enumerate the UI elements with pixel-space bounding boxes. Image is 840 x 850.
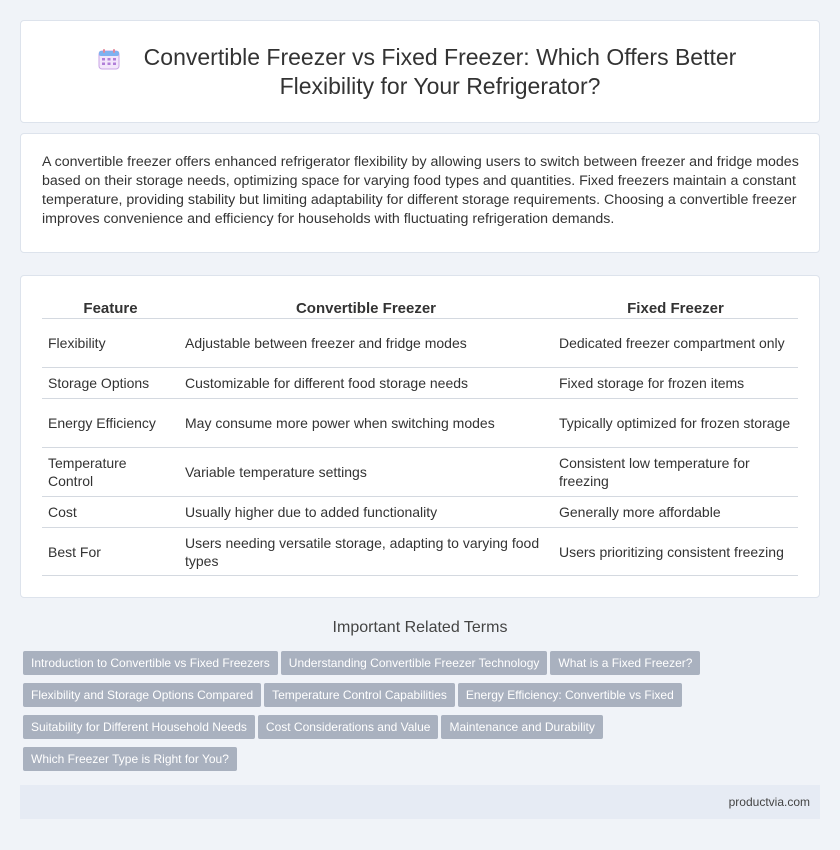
table-row (42, 367, 798, 398)
related-terms-list (23, 651, 813, 779)
table-cell: Variable temperature settings (179, 447, 553, 496)
table-cell: Fixed storage for frozen items (553, 367, 798, 398)
intro-paragraph: A convertible freezer offers enhanced refrigerator flexibility by allowing users to switch between freezer and fridge modes based on their storage needs, optimizing space for varying food types and quantities. Fixed freezers maintain a constant temperature, providing stability but limiting adaptability for different storage requirements. Choosing a convertible freezer improves convenience and efficiency for households with fluctuating refrigeration demands. (42, 154, 799, 227)
comparison-card (20, 275, 820, 598)
footer (20, 785, 820, 819)
table-row (42, 527, 798, 576)
table-cell: Customizable for different food storage needs (179, 367, 553, 398)
table-cell: Flexibility (42, 318, 179, 367)
related-term-tag[interactable]: Cost Considerations and Value (258, 715, 439, 739)
related-term-tag[interactable]: Introduction to Convertible vs Fixed Freezers (23, 651, 278, 675)
intro-card (20, 133, 820, 253)
table-cell: Users needing versatile storage, adapting to varying food types (179, 527, 553, 576)
title-card (20, 20, 820, 123)
column-header-fixed: Fixed Freezer (627, 299, 724, 317)
related-term-tag[interactable]: Suitability for Different Household Needs (23, 715, 255, 739)
footer-site-link[interactable]: productvia.com (728, 795, 810, 809)
table-cell: Cost (42, 496, 179, 527)
table-cell: Usually higher due to added functionality (179, 496, 553, 527)
page-title: Convertible Freezer vs Fixed Freezer: Which Offers Better Flexibility for Your Refrigerator? (143, 44, 737, 99)
table-cell: Users prioritizing consistent freezing (553, 527, 798, 576)
column-header-convertible: Convertible Freezer (295, 299, 437, 317)
related-term-tag[interactable]: What is a Fixed Freezer? (550, 651, 700, 675)
column-header-feature: Feature (83, 299, 138, 317)
table-cell: Dedicated freezer compartment only (553, 318, 798, 367)
table-row (42, 447, 798, 496)
table-row (42, 318, 798, 367)
table-cell: Generally more affordable (553, 496, 798, 527)
table-cell: Adjustable between freezer and fridge modes (179, 318, 553, 367)
table-cell: Best For (42, 527, 179, 576)
related-term-tag[interactable]: Energy Efficiency: Convertible vs Fixed (458, 683, 682, 707)
related-term-tag[interactable]: Temperature Control Capabilities (264, 683, 455, 707)
table-cell: May consume more power when switching modes (179, 398, 553, 447)
related-terms-heading: Important Related Terms (332, 619, 508, 636)
related-term-tag[interactable]: Flexibility and Storage Options Compared (23, 683, 261, 707)
table-row (42, 398, 798, 447)
table-cell: Typically optimized for frozen storage (553, 398, 798, 447)
table-row (42, 496, 798, 527)
table-cell: Consistent low temperature for freezing (553, 447, 798, 496)
related-term-tag[interactable]: Maintenance and Durability (441, 715, 602, 739)
comparison-table (42, 290, 798, 576)
table-header-row (42, 290, 798, 318)
table-cell: Temperature Control (42, 447, 179, 496)
related-term-tag[interactable]: Understanding Convertible Freezer Technology (281, 651, 548, 675)
table-cell: Storage Options (42, 367, 179, 398)
related-term-tag[interactable]: Which Freezer Type is Right for You? (23, 747, 237, 771)
table-cell: Energy Efficiency (42, 398, 179, 447)
